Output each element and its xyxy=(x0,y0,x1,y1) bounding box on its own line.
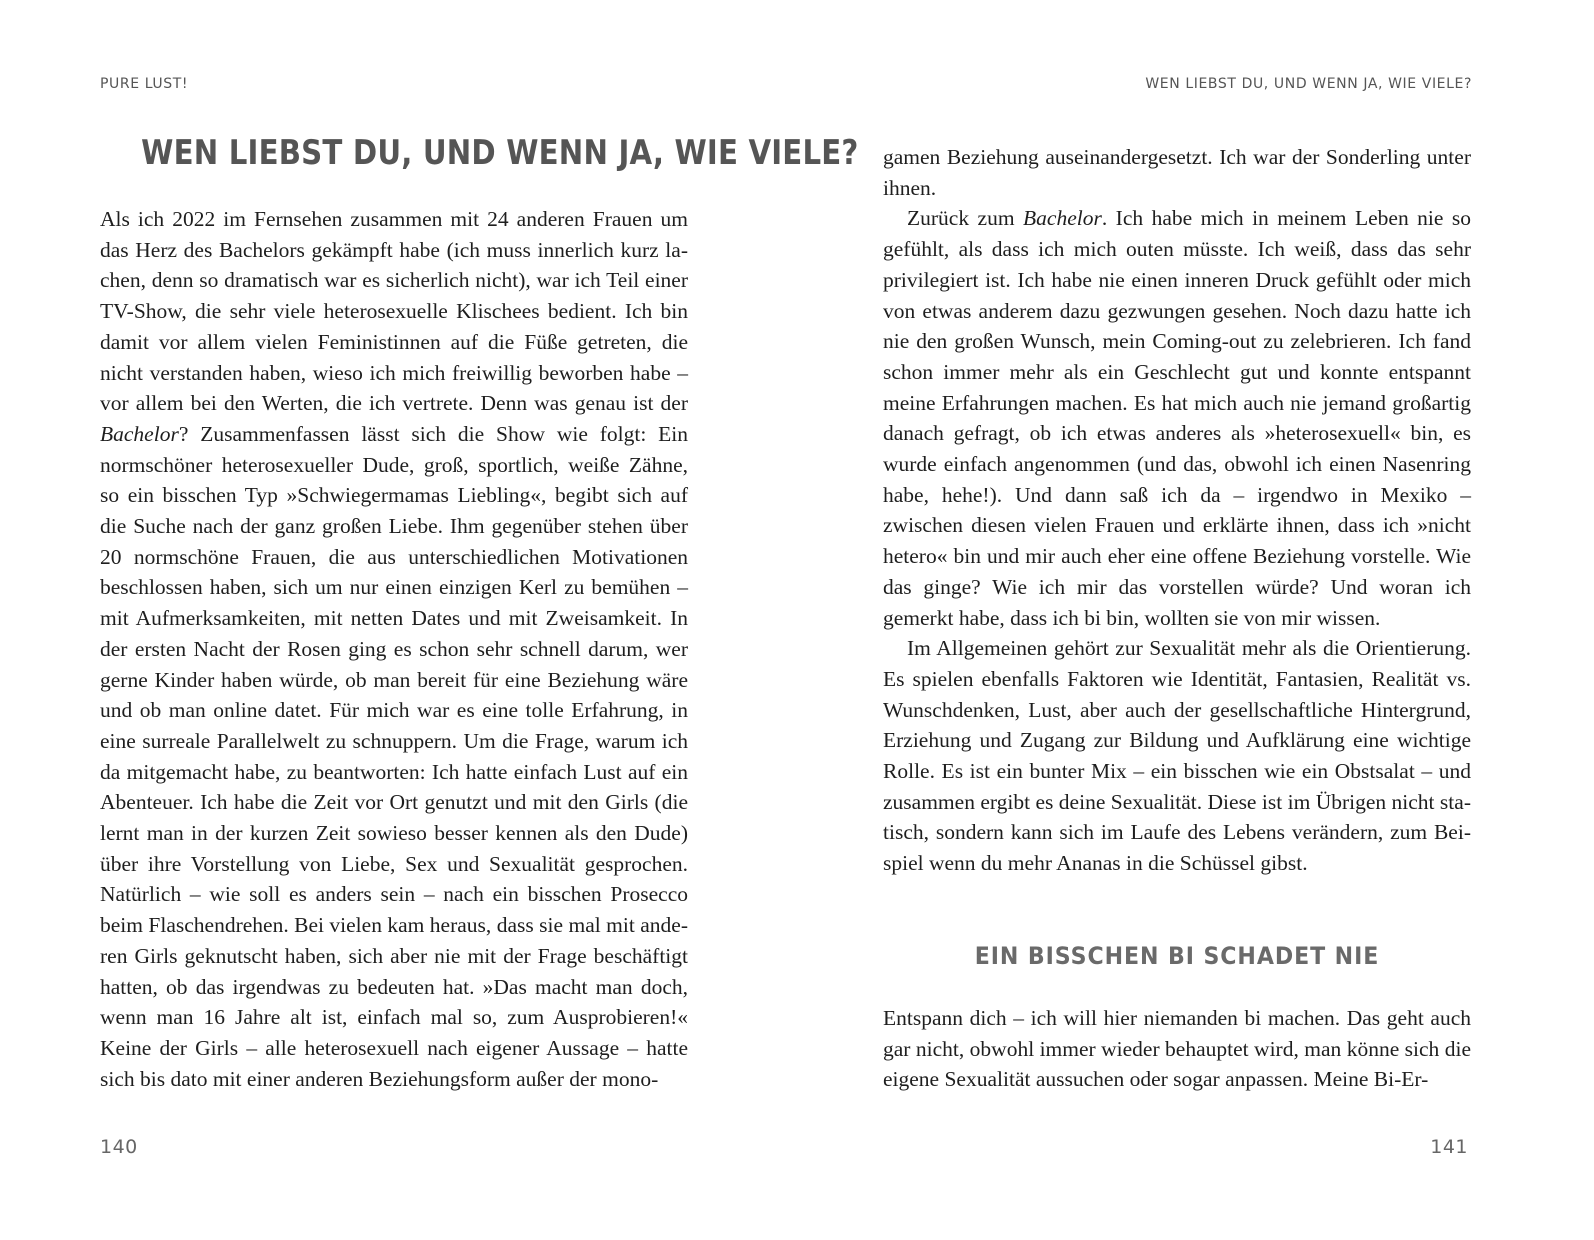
section-paragraph: Entspann dich – ich will hier niemanden bi machen. Das geht auch gar nicht, obwohl immer wieder behauptet wird, man könne sich die eigene Sexualität aussuchen oder sogar anpassen. Meine Bi-Er- xyxy=(883,1006,1471,1092)
page-number-right: 141 xyxy=(1430,1136,1468,1158)
left-paragraph-emphasis: Bachelor xyxy=(100,421,179,446)
right-paragraph-2 xyxy=(883,203,1471,633)
right-body-text xyxy=(883,142,1471,879)
chapter-title: WEN LIEBST DU, UND WENN JA, WIE VIELE? xyxy=(141,133,859,173)
section-body-text xyxy=(883,1003,1471,1095)
left-paragraph-part1: Als ich 2022 im Fernsehen zusammen mit 24 anderen Frauen um das Herz des Bachelors gekämpft habe (ich muss innerlich kurz lachen, denn so dramatisch war es sicherlich nicht), war ich Teil einer TV-Show, die sehr viele heterosexuelle Klischees bedient. Ich bin damit vor allem vielen Feministinnen auf die Füße getreten, die nicht verstanden haben, wieso ich mich freiwillig beworben habe – vor allem bei den Werten, die ich vertrete. Denn was genau ist der xyxy=(100,207,688,416)
left-paragraph-part2: ? Zusammenfassen lässt sich die Show wie folgt: Ein normschöner heterosexueller Dude, groß, sportlich, weiße Zähne, so ein bisschen Typ »Schwiegermamas Liebling«, begibt sich auf die Suche nach der ganz großen Liebe. Ihm gegenüber stehen über 20 normschöne Frauen, die aus unterschiedlichen Motivationen beschlossen haben, sich um nur einen einzigen Kerl zu bemühen – mit Aufmerksamkeiten, mit netten Dates und mit Zweisamkeit. In der ersten Nacht der Rosen ging es schon sehr schnell darum, wer gerne Kinder haben würde, ob man bereit für eine Beziehung wäre und ob man online datet. Für mich war es eine tolle Erfahrung, in eine surreale Parallelwelt zu schnuppern. Um die Frage, warum ich da mitgemacht habe, zu beantworten: Ich hatte einfach Lust auf ein Abenteuer. Ich habe die Zeit vor Ort genutzt und mit den Girls (die lernt man in der kurzen Zeit sowieso besser kennen als den Dude) über ihre Vorstellung von Liebe, Sex und Sexualität gesprochen. Natürlich – wie soll es anders sein – nach ein bisschen Prosecco beim Flaschendrehen. Bei vielen kam heraus, dass sie mal mit anderen Girls geknutscht haben, sich aber nie mit der Frage beschäftigt hatten, ob das irgendwas zu bedeuten hat. »Das macht man doch, wenn man 16 Jahre alt ist, einfach mal so, zum Ausprobieren!« Keine der Girls – alle heterosexuell nach eigener Aussage – hatte sich bis dato mit einer anderen Beziehungsform außer der mono- xyxy=(100,421,688,1091)
running-head-left: PURE LUST! xyxy=(100,76,189,92)
section-title: EIN BISSCHEN BI SCHADET NIE xyxy=(974,942,1380,970)
right-continuation-paragraph: gamen Beziehung auseinandergesetzt. Ich war der Sonderling unter ihnen. xyxy=(883,145,1471,200)
page-number-left: 140 xyxy=(100,1136,138,1158)
right-paragraph-2-part1: Zurück zum xyxy=(907,206,1024,231)
right-page xyxy=(797,0,1594,1240)
running-head-right: WEN LIEBST DU, UND WENN JA, WIE VIELE? xyxy=(1145,76,1472,92)
left-paragraph xyxy=(100,204,688,1094)
right-paragraph-2-emphasis: Bachelor xyxy=(1023,206,1102,231)
right-paragraph-3: Im Allgemeinen gehört zur Sexualität mehr als die Orientierung. Es spielen ebenfalls Faktoren wie Identität, Fantasien, Realität vs. Wunschdenken, Lust, aber auch der gesellschaftliche Hintergrund, Erziehung und Zugang zur Bildung und Aufklärung eine wichtige Rolle. Es ist ein bunter Mix – ein bisschen wie ein Obstsalat – und zusammen ergibt es deine Sexualität. Diese ist im Übrigen nicht statisch, sondern kann sich im Laufe des Lebens verändern, zum Beispiel wenn du mehr Ananas in die Schüssel gibst. xyxy=(883,636,1471,876)
right-paragraph-2-part2: . Ich habe mich in meinem Leben nie so gefühlt, als dass ich mich outen müsste. Ich weiß, dass das sehr privilegiert ist. Ich habe nie einen inneren Druck gefühlt oder mich von etwas anderem dazu gezwungen gesehen. Noch dazu hatte ich nie den großen Wunsch, mein Coming-out zu zelebrieren. Ich fand schon immer mehr als ein Geschlecht gut und konnte entspannt meine Erfahrungen machen. Es hat mich auch nie jemand großartig danach gefragt, ob ich etwas anderes als »heterosexuell« bin, es wurde einfach angenommen (und das, obwohl ich einen Nasenring habe, hehe!). Und dann saß ich da – irgendwo in Mexiko – zwischen diesen vielen Frauen und erklärte ihnen, dass ich »nicht hetero« bin und mir auch eher eine offene Beziehung vorstelle. Wie das ginge? Wie ich mir das vorstellen würde? Und woran ich gemerkt habe, dass ich bi bin, wollten sie von mir wissen. xyxy=(883,206,1472,630)
left-body-text xyxy=(100,204,688,1094)
